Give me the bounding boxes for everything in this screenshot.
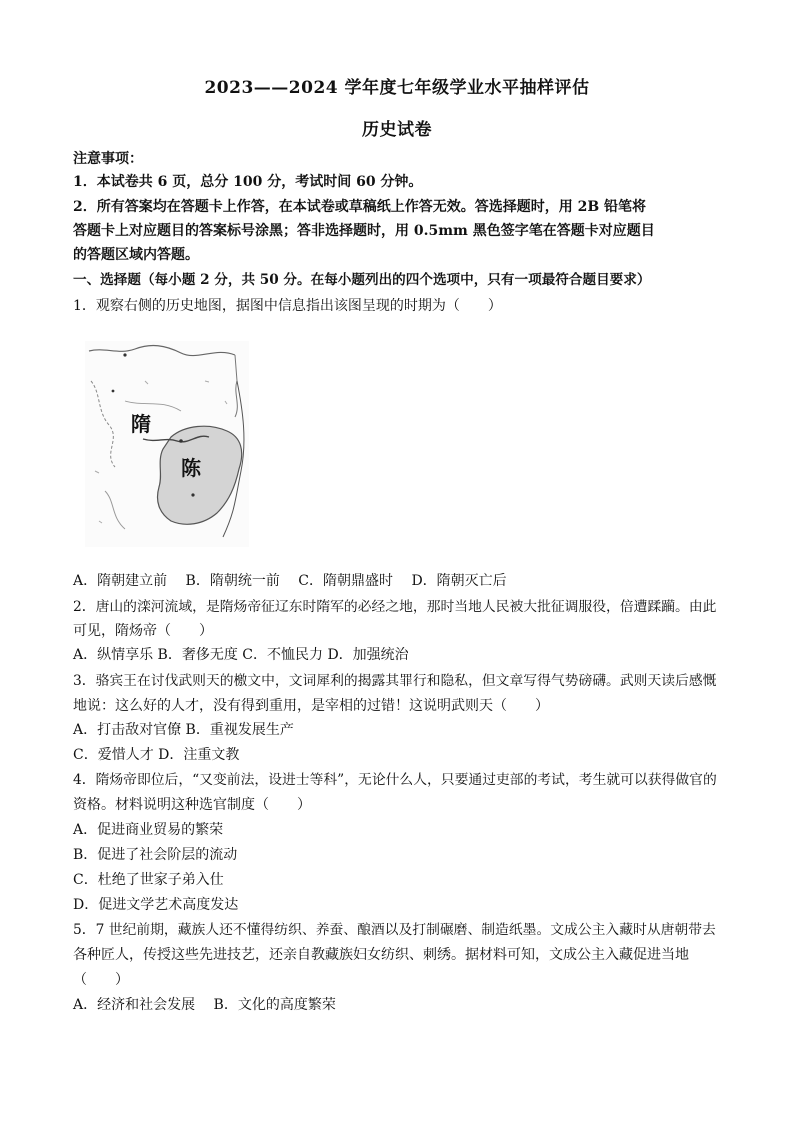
q5-options: A．经济和社会发展 B．文化的高度繁荣 <box>73 997 336 1013</box>
q5-stem-line-3: （ ） <box>73 972 129 988</box>
map-label-chen: 陈 <box>181 456 201 480</box>
notice-item-2-line-2: 答题卡上对应题目的答案标号涂黑；答非选择题时，用 0.5mm 黑色签字笔在答题卡对应题目 <box>73 223 655 239</box>
historical-map <box>85 341 249 547</box>
q5-stem-line-2: 各种匠人，传授这些先进技艺，还亲自教藏族妇女纺织、刺绣。据材料可知，文成公主入藏促进当地 <box>73 947 689 963</box>
map-illustration <box>85 341 249 547</box>
q2-options: A．纵情享乐 B．奢侈无度 C．不恤民力 D．加强统治 <box>73 647 409 663</box>
q4-option-d: D．促进文学艺术高度发达 <box>73 897 239 913</box>
q1-stem: 1．观察右侧的历史地图，据图中信息指出该图呈现的时期为（ ） <box>73 298 502 314</box>
exam-subtitle: 历史试卷 <box>362 120 432 140</box>
q4-option-b: B．促进了社会阶层的流动 <box>73 847 238 863</box>
map-label-sui: 隋 <box>131 412 151 436</box>
q2-stem-line-2: 可见，隋炀帝（ ） <box>73 623 213 639</box>
q3-options-line-1: A．打击敌对官僚 B．重视发展生产 <box>73 722 294 738</box>
notice-item-1: 1．本试卷共 6 页，总分 100 分，考试时间 60 分钟。 <box>73 174 423 190</box>
q4-option-c: C．杜绝了世家子弟入仕 <box>73 872 224 888</box>
notice-heading: 注意事项： <box>73 151 143 167</box>
q3-options-line-2: C．爱惜人才 D．注重文教 <box>73 747 240 763</box>
section-1-heading: 一、选择题（每小题 2 分，共 50 分。在每小题列出的四个选项中，只有一项最符合题目要求） <box>73 272 651 288</box>
exam-title: 2023——2024 学年度七年级学业水平抽样评估 <box>204 78 590 98</box>
q2-stem-line-1: 2．唐山的滦河流域，是隋炀帝征辽东时隋军的必经之地，那时当地人民被大批征调服役，倍遭蹂躏。由此 <box>73 599 717 615</box>
q4-stem-line-2: 资格。材料说明这种选官制度（ ） <box>73 797 311 813</box>
q4-stem-line-1: 4．隋炀帝即位后，“又变前法，设进士等科”，无论什么人，只要通过吏部的考试，考生就可以获得做官的 <box>73 772 717 788</box>
q3-stem-line-1: 3．骆宾王在讨伐武则天的檄文中，文词犀利的揭露其罪行和隐私，但文章写得气势磅礴。武则天读后感慨 <box>73 673 717 689</box>
q3-stem-line-2: 地说：这么好的人才，没有得到重用，是宰相的过错！这说明武则天（ ） <box>73 698 549 714</box>
q1-options: A．隋朝建立前 B．隋朝统一前 C．隋朝鼎盛时 D．隋朝灭亡后 <box>73 573 507 589</box>
notice-item-2-line-3: 的答题区域内答题。 <box>73 247 199 263</box>
q4-option-a: A．促进商业贸易的繁荣 <box>73 822 224 838</box>
q5-stem-line-1: 5．7 世纪前期，藏族人还不懂得纺织、养蚕、酿酒以及打制碾磨、制造纸墨。文成公主入藏时从唐朝带去 <box>73 922 716 938</box>
notice-item-2-line-1: 2．所有答案均在答题卡上作答，在本试卷或草稿纸上作答无效。答选择题时，用 2B 铅笔将 <box>73 199 647 215</box>
